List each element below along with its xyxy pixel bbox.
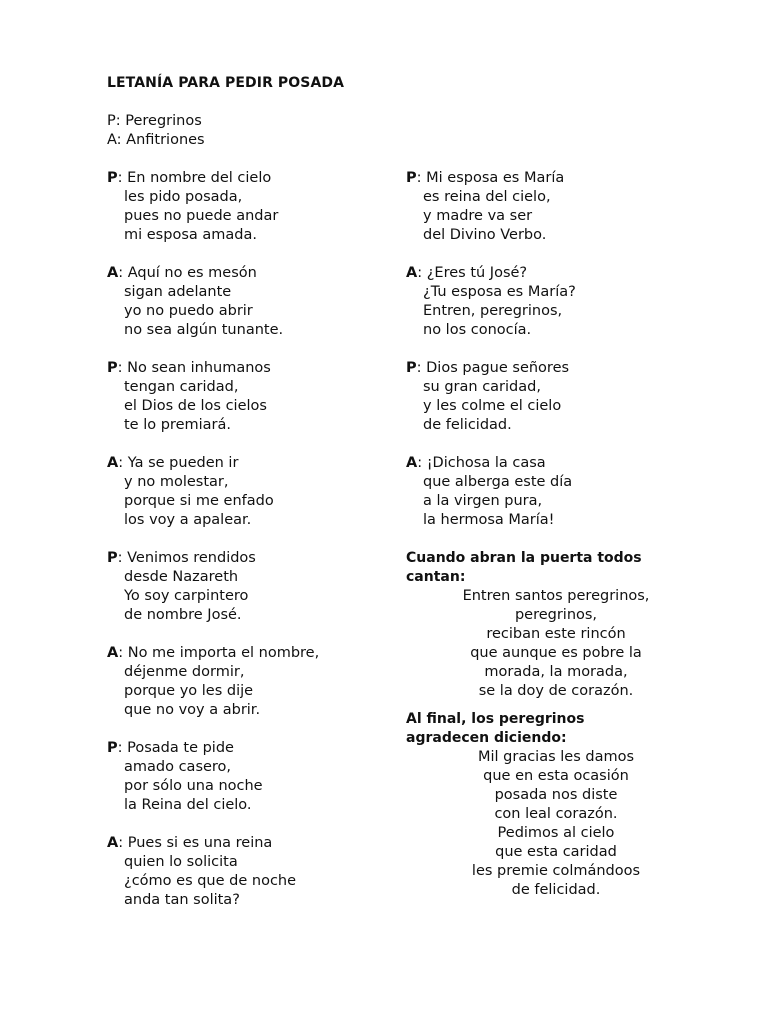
verse-text: de felicidad. <box>423 417 512 433</box>
speaker-separator: : <box>118 455 128 471</box>
verse-line <box>107 834 377 853</box>
verse-text: no sea algún tunante. <box>124 322 284 338</box>
verse-line <box>107 606 377 625</box>
song-closing-lines <box>406 748 706 900</box>
verse-line <box>107 302 377 321</box>
verse-text: les pido posada, <box>124 189 243 205</box>
verse-line <box>406 188 706 207</box>
verse-text: por sólo una noche <box>124 778 263 794</box>
verse-line <box>107 226 377 245</box>
verse-line <box>107 397 377 416</box>
verse-text: la Reina del cielo. <box>124 797 252 813</box>
stanza <box>107 549 377 625</box>
verse-line <box>107 549 377 568</box>
stanza <box>107 169 377 245</box>
verse-line <box>107 454 377 473</box>
verse-text: no los conocía. <box>423 322 532 338</box>
verse-line <box>107 511 377 530</box>
verse-text: Yo soy carpintero <box>124 588 249 604</box>
verse-text: No sean inhumanos <box>127 360 271 376</box>
speaker-label: A <box>406 265 418 281</box>
verse-line <box>107 416 377 435</box>
verse-line <box>406 359 706 378</box>
stanza <box>107 644 377 720</box>
song-line: reciban este rincón <box>486 626 626 642</box>
verse-line <box>107 473 377 492</box>
stanza <box>406 264 706 340</box>
verse-line <box>107 682 377 701</box>
song-line: que esta caridad <box>495 844 617 860</box>
verse-text: su gran caridad, <box>423 379 541 395</box>
verse-line <box>107 701 377 720</box>
verse-text: la hermosa María! <box>423 512 555 528</box>
verse-line <box>406 169 706 188</box>
song-opening <box>406 549 706 701</box>
speaker-separator: : <box>118 265 128 281</box>
verse-line <box>406 492 706 511</box>
verse-text: Posada te pide <box>127 740 234 756</box>
document-title: LETANÍA PARA PEDIR POSADA <box>107 75 345 91</box>
stanza <box>107 359 377 435</box>
verse-text: de nombre José. <box>124 607 242 623</box>
verse-line <box>406 302 706 321</box>
verse-text: pues no puede andar <box>124 208 279 224</box>
speaker-separator: : <box>416 170 427 186</box>
verse-line <box>406 416 706 435</box>
speaker-label: P <box>406 170 417 186</box>
verse-text: Entren, peregrinos, <box>423 303 563 319</box>
verse-line <box>406 454 706 473</box>
verse-text: tengan caridad, <box>124 379 239 395</box>
verse-line <box>107 283 377 302</box>
speaker-label: P <box>107 170 118 186</box>
verse-text: y madre va ser <box>423 208 533 224</box>
verse-text: que no voy a abrir. <box>124 702 261 718</box>
verse-line <box>107 492 377 511</box>
verse-text: Mi esposa es María <box>426 170 565 186</box>
verse-line <box>107 758 377 777</box>
verse-text: y les colme el cielo <box>423 398 562 414</box>
verse-line <box>107 378 377 397</box>
verse-text: Aquí no es mesón <box>127 265 257 281</box>
song-line: posada nos diste <box>494 787 618 803</box>
verse-line <box>107 587 377 606</box>
verse-text: amado casero, <box>124 759 232 775</box>
verse-line <box>107 739 377 758</box>
verse-text: ¿Tu esposa es María? <box>423 284 576 300</box>
stanza <box>406 359 706 435</box>
speaker-label: A <box>107 455 119 471</box>
verse-text: porque yo les dije <box>124 683 254 699</box>
verse-text: En nombre del cielo <box>127 170 272 186</box>
verse-text: ¿cómo es que de noche <box>124 873 297 889</box>
speaker-separator: : <box>117 740 128 756</box>
right-stanzas <box>406 169 706 530</box>
speaker-label: P <box>107 360 118 376</box>
verse-text: desde Nazareth <box>124 569 239 585</box>
verse-text: yo no puedo abrir <box>124 303 253 319</box>
verse-line <box>406 321 706 340</box>
speaker-separator: : <box>118 835 128 851</box>
speaker-label: A <box>107 645 119 661</box>
song-line: Pedimos al cielo <box>497 825 615 841</box>
verse-text: te lo premiará. <box>124 417 231 433</box>
verse-line <box>107 321 377 340</box>
verse-text: Dios pague señores <box>426 360 570 376</box>
verse-text: Ya se pueden ir <box>127 455 239 471</box>
verse-line <box>107 796 377 815</box>
stanza <box>107 264 377 340</box>
speaker-legend <box>107 112 205 150</box>
song-line: de felicidad. <box>511 882 601 898</box>
verse-line <box>107 891 377 910</box>
song-line: que en esta ocasión <box>483 768 629 784</box>
stanza <box>107 834 377 910</box>
verse-text: porque si me enfado <box>124 493 274 509</box>
verse-text: No me importa el nombre, <box>127 645 320 661</box>
verse-line <box>107 872 377 891</box>
speaker-separator: : <box>117 360 128 376</box>
song-line: que aunque es pobre la <box>470 645 642 661</box>
song-line: se la doy de corazón. <box>478 683 634 699</box>
verse-line <box>406 283 706 302</box>
speaker-separator: : <box>117 170 128 186</box>
song-line: les premie colmándoos <box>471 863 641 879</box>
stanza <box>406 169 706 245</box>
verse-text: mi esposa amada. <box>124 227 257 243</box>
verse-line <box>406 226 706 245</box>
speaker-label: A <box>107 835 119 851</box>
verse-text: los voy a apalear. <box>124 512 252 528</box>
verse-text: el Dios de los cielos <box>124 398 267 414</box>
speaker-separator: : <box>417 265 427 281</box>
speaker-separator: : <box>416 360 427 376</box>
song-line: morada, la morada, <box>484 664 628 680</box>
stanza <box>406 454 706 530</box>
song-closing-heading: Al final, los peregrinos agradecen diciendo: <box>406 711 585 746</box>
stanza <box>107 454 377 530</box>
speaker-separator: : <box>117 550 128 566</box>
verse-text: del Divino Verbo. <box>423 227 547 243</box>
verse-line <box>107 207 377 226</box>
verse-line <box>107 188 377 207</box>
song-opening-lines <box>406 587 706 701</box>
stanza <box>107 739 377 815</box>
verse-text: y no molestar, <box>124 474 229 490</box>
verse-text: Pues si es una reina <box>127 835 273 851</box>
verse-text: anda tan solita? <box>124 892 240 908</box>
verse-line <box>107 568 377 587</box>
verse-line <box>406 378 706 397</box>
speaker-separator: : <box>417 455 427 471</box>
verse-line <box>406 264 706 283</box>
legend-peregrinos: P: Peregrinos <box>107 113 202 129</box>
verse-line <box>107 264 377 283</box>
right-column <box>406 169 706 900</box>
speaker-label: A <box>406 455 418 471</box>
verse-text: es reina del cielo, <box>423 189 551 205</box>
verse-text: sigan adelante <box>124 284 232 300</box>
verse-line <box>406 511 706 530</box>
verse-line <box>107 644 377 663</box>
verse-text: quien lo solicita <box>124 854 238 870</box>
verse-line <box>107 359 377 378</box>
song-line: Mil gracias les damos <box>477 749 635 765</box>
song-opening-heading: Cuando abran la puerta todos cantan: <box>406 550 642 585</box>
verse-line <box>406 207 706 226</box>
verse-line <box>406 397 706 416</box>
verse-text: que alberga este día <box>423 474 573 490</box>
verse-line <box>107 169 377 188</box>
verse-line <box>107 853 377 872</box>
verse-text: ¡Dichosa la casa <box>426 455 546 471</box>
speaker-label: A <box>107 265 119 281</box>
song-line: Entren santos peregrinos, <box>462 588 650 604</box>
song-closing <box>406 710 706 900</box>
speaker-separator: : <box>118 645 128 661</box>
verse-line <box>406 473 706 492</box>
song-line: con leal corazón. <box>494 806 618 822</box>
legend-anfitriones: A: Anfitriones <box>107 132 205 148</box>
verse-text: a la virgen pura, <box>423 493 543 509</box>
verse-line <box>107 663 377 682</box>
speaker-label: P <box>107 550 118 566</box>
speaker-label: P <box>107 740 118 756</box>
verse-text: Venimos rendidos <box>127 550 256 566</box>
left-column <box>107 169 377 929</box>
verse-text: déjenme dormir, <box>124 664 245 680</box>
verse-line <box>107 777 377 796</box>
verse-text: ¿Eres tú José? <box>426 265 528 281</box>
song-line: peregrinos, <box>514 607 598 623</box>
speaker-label: P <box>406 360 417 376</box>
